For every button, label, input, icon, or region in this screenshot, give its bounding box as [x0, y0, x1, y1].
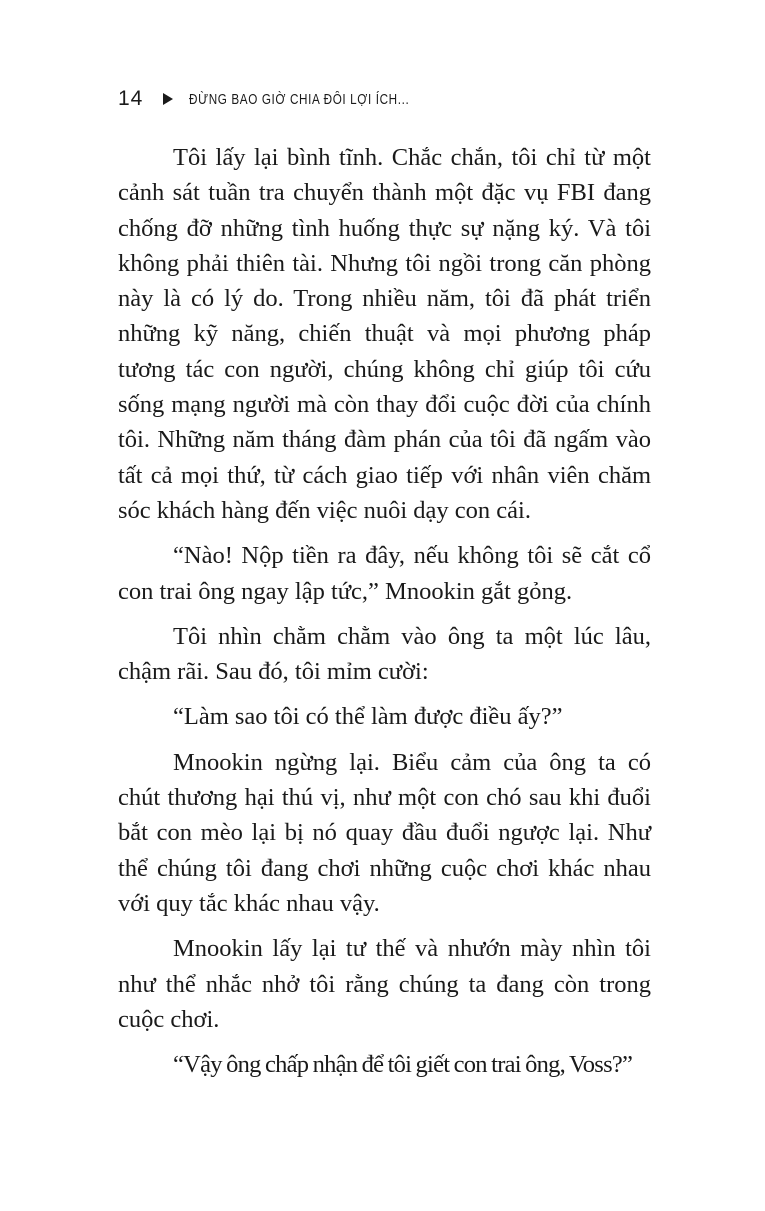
- paragraph: “Vậy ông chấp nhận để tôi giết con trai ông, Voss?”: [173, 1051, 633, 1079]
- right-triangle-icon: [163, 93, 173, 105]
- paragraph: “Nào! Nộp tiền ra đây, nếu không tôi sẽ cắt cổ con trai ông ngay lập tức,” Mnookin gắt gỏng.: [118, 542, 651, 605]
- paragraph: Mnookin lấy lại tư thế và nhướn mày nhìn tôi như thể nhắc nhở tôi rằng chúng ta đang còn trong cuộc chơi.: [118, 935, 651, 1033]
- paragraph: Tôi nhìn chằm chằm vào ông ta một lúc lâu, chậm rãi. Sau đó, tôi mỉm cười:: [118, 622, 651, 686]
- paragraph: “Làm sao tôi có thể làm được điều ấy?”: [173, 703, 563, 731]
- paragraph: Mnookin ngừng lại. Biểu cảm của ông ta có chút thương hại thú vị, như một con chó sau khi đuổi bắt con mèo lại bị nó quay đầu đuổi ngược lại. Như thể chúng tôi đang chơi những cuộc chơi khác nhau với quy tắc khác nhau vậy.: [118, 748, 651, 917]
- chapter-running-title: ĐỪNG BAO GIỜ CHIA ĐÔI LỢI ÍCH...: [189, 90, 410, 108]
- page-body: [118, 140, 651, 1092]
- page-number: 14: [118, 87, 144, 110]
- paragraph: Tôi lấy lại bình tĩnh. Chắc chắn, tôi chỉ từ một cảnh sát tuần tra chuyển thành một đặc vụ FBI đang chống đỡ những tình huống thực sự nặng ký. Và tôi không phải thiên tài. Nhưng tôi ngồi trong căn phòng này là có lý do. Trong nhiều năm, tôi đã phát triển những kỹ năng, chiến thuật và mọi phương pháp tương tác con người, chúng không chỉ giúp tôi cứu sống mạng người mà còn thay đổi cuộc đời của chính tôi. Những năm tháng đàm phán của tôi đã ngấm vào tất cả mọi thứ, từ cách giao tiếp với nhân viên chăm sóc khách hàng đến việc nuôi dạy con cái.: [118, 144, 651, 524]
- running-header: [118, 86, 472, 112]
